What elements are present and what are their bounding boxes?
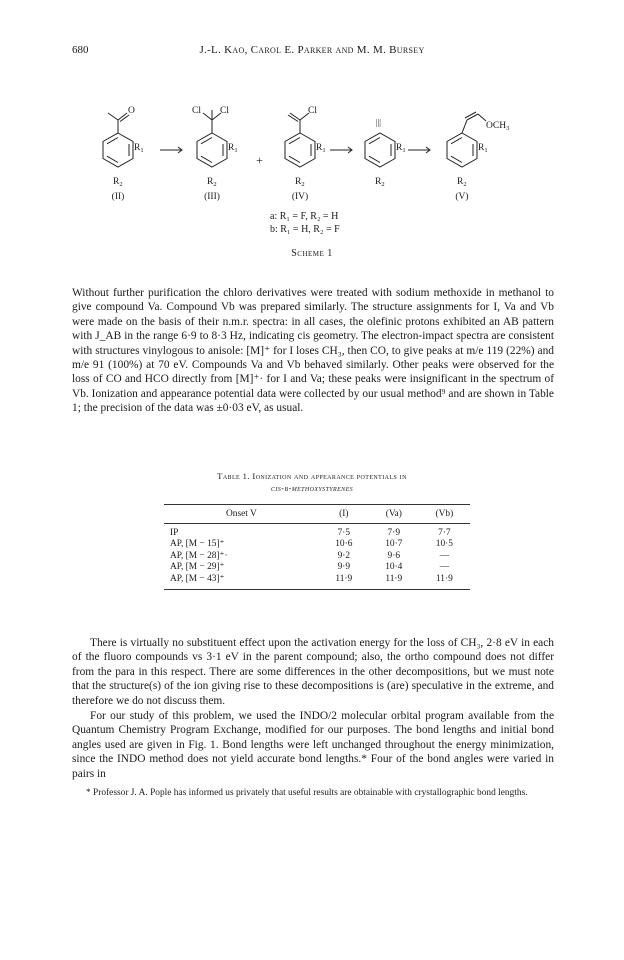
table-caption-line: Table 1. Ionization and appearance potentials in [217, 471, 407, 481]
compound-ii-structure [103, 113, 133, 167]
r2-label: $R_2$ [375, 177, 385, 188]
table-cell: 9·9 [337, 562, 351, 573]
table-row [164, 551, 470, 562]
table-row [164, 574, 470, 590]
benzyne-intermediate-structure [365, 133, 395, 167]
legend-line: a: R₁ = F, R₂ = H [270, 211, 339, 222]
r1-label: $R_1$ [134, 143, 144, 154]
triple-bond-label: ||| [376, 118, 381, 127]
table-cell: 11·9 [435, 573, 453, 584]
table-column-header: (Vb) [419, 505, 470, 524]
compound-iv-structure [285, 113, 315, 167]
r2-label: $R_2$ [457, 177, 467, 188]
table-caption [124, 470, 500, 494]
table-cell: IP [170, 528, 179, 538]
table-cell: 7·7 [438, 528, 451, 538]
table-cell: 9·2 [337, 550, 351, 561]
ionization-potentials-table [164, 504, 470, 590]
table-row [164, 562, 470, 573]
table-cell: 11·9 [385, 573, 403, 584]
table-cell: AP, [M − 43]⁺ [170, 573, 225, 584]
r1-label: $R_1$ [316, 143, 326, 154]
scheme-caption: Scheme 1 [291, 248, 333, 259]
compound-v-structure [447, 112, 486, 167]
methoxy-group-label: $OCH_3$ [486, 121, 510, 132]
table-header-row [164, 505, 470, 524]
table-cell: 11·9 [335, 573, 353, 584]
table-cell: AP, [M − 28]⁺· [170, 550, 228, 561]
body-paragraph: For our study of this problem, we used the INDO/2 molecular orbital program available from the Quantum Chemistry Program Exchange, modified for our purposes. The bond lengths and initial bond angles used are given in Fig. 1. Bond lengths were left unchanged throughout the energy minimization, since the INDO method does not yield accurate bond lengths.* Four of the bond angles were varied in pairs in [72, 710, 554, 780]
table-column-header: (Va) [369, 505, 419, 524]
compound-number: (IV) [291, 192, 309, 202]
compound-number: (II) [111, 192, 125, 202]
running-title-authors: J.-L. Kao, Carol E. Parker and M. M. Bursey [199, 44, 425, 56]
r1-label: $R_1$ [396, 143, 406, 154]
table-cell: 7·5 [337, 528, 351, 538]
chlorine-atom-label: Cl [192, 106, 201, 116]
table-cell: AP, [M − 29]⁺ [170, 562, 225, 573]
table-cell: — [439, 550, 450, 561]
footnote: * Professor J. A. Pople has informed us privately that useful results are obtainable with crystallographic bond lengths. [86, 788, 528, 798]
body-paragraph: Without further purification the chloro derivatives were treated with sodium methoxide in methanol to give compound Va. Compound Vb was prepared similarly. The structure assignments for I, Va and Vb were made on the basis of their n.m.r. spectra: in all cases, the olefinic protons exhibited an AB pattern with J_AB in the range 6·9 to 8·3 Hz, indicating cis geometry. The electron-impact spectra are consistent with structures vinylogous to anisole: [M]⁺ for I loses CH₃, then CO, to give peaks at m/e 119 (22%) and m/e 91 (100%) at 70 eV. Compounds Va and Vb behaved similarly. Other peaks were observed for the loss of CO and HCO directly from [M]⁺· for I and Va; these peaks were insignificant in the spectrum of Vb. Ionization and appearance potential data were collected by our usual method⁹ and are shown in Table 1; the precision of the data was ±0·03 eV, as usual. [72, 287, 554, 415]
table-cell: 10·5 [435, 539, 453, 550]
r1-label: $R_1$ [478, 143, 488, 154]
table-column-header: Onset V [164, 505, 319, 524]
table-cell: 7·9 [387, 528, 401, 538]
table-cell: AP, [M − 15]⁺ [170, 539, 225, 550]
scheme-legend [270, 210, 340, 236]
table-column-header: (I) [319, 505, 369, 524]
r2-label: $R_2$ [113, 177, 123, 188]
table-caption-line: cis-β-methoxystyrenes [270, 483, 354, 493]
r1-label: $R_1$ [228, 143, 238, 154]
compound-number: (III) [204, 192, 220, 202]
body-paragraph: There is virtually no substituent effect upon the activation energy for the loss of CH₃, 2·8 eV in each of the fluoro compounds vs 3·1 eV in the parent compound; also, the ortho compound does not differ from the para in this respect. There are some differences in the other decompositions, but we must note that the structure(s) of the ion giving rise to these decompositions is (are) speculative in the extreme, and therefore we do not discuss them. [72, 637, 554, 707]
page-number: 680 [72, 44, 89, 56]
legend-line: b: R₁ = H, R₂ = F [270, 224, 340, 235]
table-row [164, 539, 470, 550]
plus-sign: + [256, 153, 263, 167]
table-cell: — [439, 562, 450, 573]
table-cell: 9·6 [387, 550, 401, 561]
chlorine-atom-label: Cl [308, 106, 317, 116]
table-cell: 10·4 [385, 562, 403, 573]
compound-number: (V) [455, 192, 469, 202]
table-cell: 10·6 [335, 539, 353, 550]
r2-label: $R_2$ [207, 177, 217, 188]
table-row [164, 524, 470, 540]
r2-label: $R_2$ [295, 177, 305, 188]
table-cell: 10·7 [385, 539, 403, 550]
compound-iii-structure [197, 110, 227, 167]
oxygen-atom-label: O [128, 106, 135, 116]
chlorine-atom-label: Cl [220, 106, 229, 116]
